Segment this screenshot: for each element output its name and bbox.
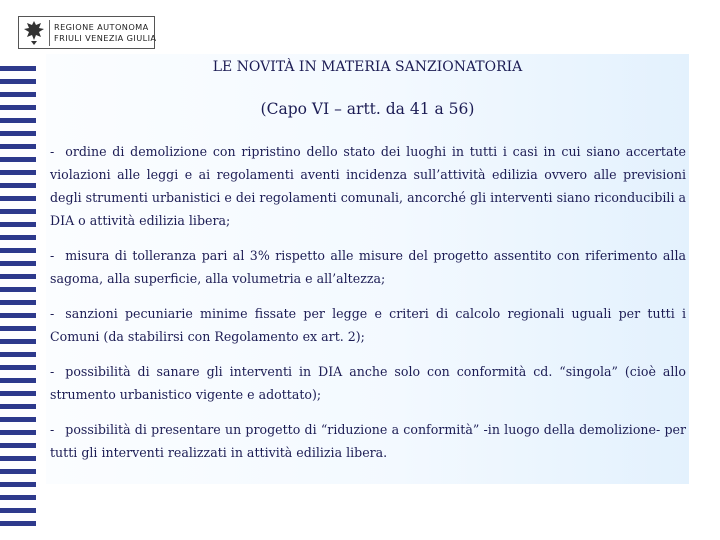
list-item [50, 418, 686, 464]
provisions-list [50, 140, 686, 476]
slide-subtitle: (Capo VI – artt. da 41 a 56) [260, 100, 475, 118]
eagle-emblem-icon [22, 19, 46, 47]
list-item-text: ordine di demolizione con ripristino dello stato dei luoghi in tutti i casi in cui siano accertate violazioni alle leggi e ai regolamenti aventi incidenza sull’attività edilizia ovvero alle previsioni degli strumenti urbanistici e dei regolamenti comunali, ancorché gli interventi siano riconducibili a DIA o attività edilizia libera; [50, 144, 686, 228]
list-item-text: sanzioni pecuniarie minime fissate per legge e criteri di calcolo regionali uguali per tutti i Comuni (da stabilirsi con Regolamento ex art. 2); [50, 306, 686, 344]
list-item-text: possibilità di sanare gli interventi in DIA anche solo con conformità cd. “singola” (cioè allo strumento urbanistico vigente e adottato); [50, 364, 686, 402]
logo-text [54, 22, 156, 44]
bullet-dash: - [50, 144, 55, 159]
list-item-text: possibilità di presentare un progetto di “riduzione a conformità” -in luogo della demolizione- per tutti gli interventi realizzati in attività edilizia libera. [50, 422, 686, 460]
list-item [50, 244, 686, 290]
list-item [50, 302, 686, 348]
logo-line-1: REGIONE AUTONOMA [54, 22, 149, 32]
bullet-dash: - [50, 248, 55, 263]
slide-content-panel [46, 54, 689, 484]
slide-title: LE NOVITÀ IN MATERIA SANZIONATORIA [212, 59, 523, 75]
list-item [50, 360, 686, 406]
decorative-stripe-bar [0, 66, 36, 532]
bullet-dash: - [50, 422, 55, 437]
bullet-dash: - [50, 306, 55, 321]
logo-line-2: FRIULI VENEZIA GIULIA [54, 33, 157, 43]
bullet-dash: - [50, 364, 55, 379]
region-logo [18, 16, 155, 49]
list-item [50, 140, 686, 232]
list-item-text: misura di tolleranza pari al 3% rispetto alle misure del progetto assentito con riferimento alla sagoma, alla superficie, alla volumetria e all’altezza; [50, 248, 686, 286]
logo-divider [49, 20, 50, 46]
